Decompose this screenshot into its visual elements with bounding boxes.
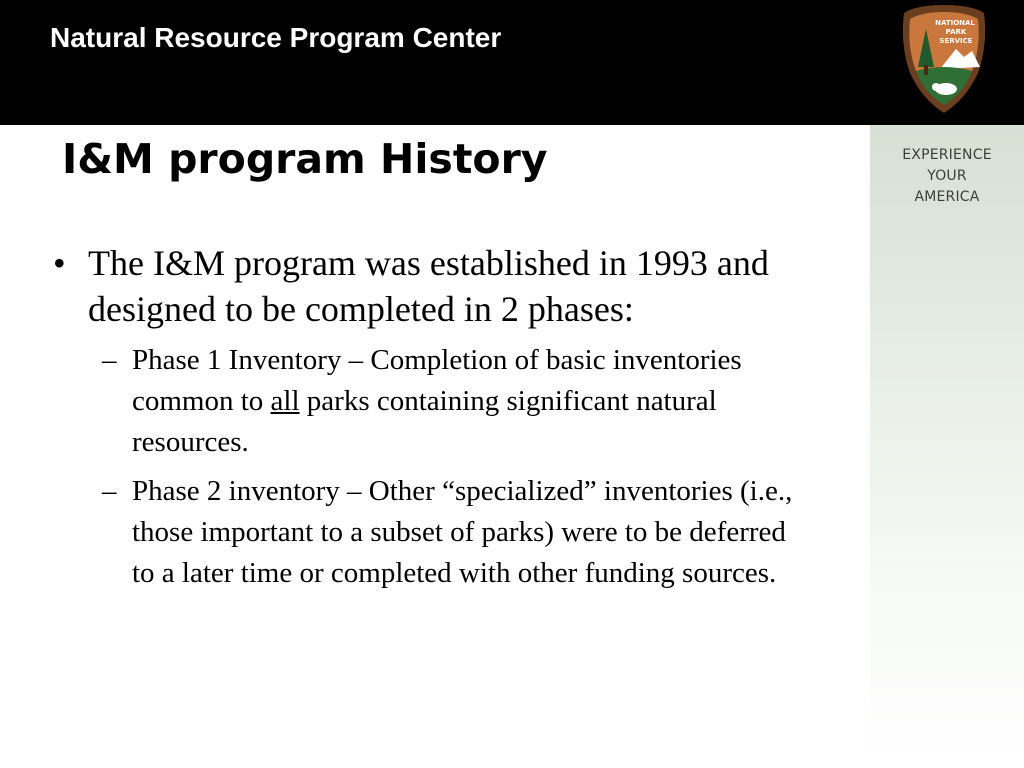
sub-bullet-item: [40, 340, 800, 463]
tagline-line: YOUR: [927, 168, 967, 184]
tagline: [870, 145, 1024, 208]
sub-bullet-list: [40, 340, 800, 594]
slide-content: [40, 240, 800, 602]
bullet-marker: •: [53, 243, 66, 283]
sub-bullet-marker: –: [102, 475, 117, 507]
tagline-line: AMERICA: [914, 189, 980, 205]
sub-bullet-text: [132, 344, 742, 458]
sub-bullet-text-part: parks containing significant natural resources.: [132, 385, 717, 458]
logo-text-line: NATIONAL: [935, 19, 975, 27]
bullet-item: [40, 240, 800, 332]
logo-text-line: PARK: [945, 28, 967, 36]
logo-text-line: SERVICE: [939, 37, 973, 45]
header-bar: [0, 0, 1024, 125]
tagline-line: EXPERIENCE: [902, 147, 992, 163]
bullet-text: The I&M program was established in 1993 and designed to be completed in 2 phases:: [88, 243, 769, 329]
slide-title: I&M program History: [62, 135, 548, 183]
sub-bullet-marker: –: [102, 344, 117, 376]
nps-arrowhead-icon: [896, 3, 992, 115]
side-panel: [870, 125, 1024, 768]
sub-bullet-text-part: Phase 1 Inventory – Completion of basic inventories common to: [132, 344, 742, 417]
sub-bullet-item: [40, 471, 800, 594]
sub-bullet-text: Phase 2 inventory – Other “specialized” inventories (i.e., those important to a subset of parks) were to be deferred to a later time or completed with other funding sources.: [132, 475, 793, 589]
header-title: Natural Resource Program Center: [50, 22, 502, 53]
emphasized-word: all: [270, 385, 300, 417]
